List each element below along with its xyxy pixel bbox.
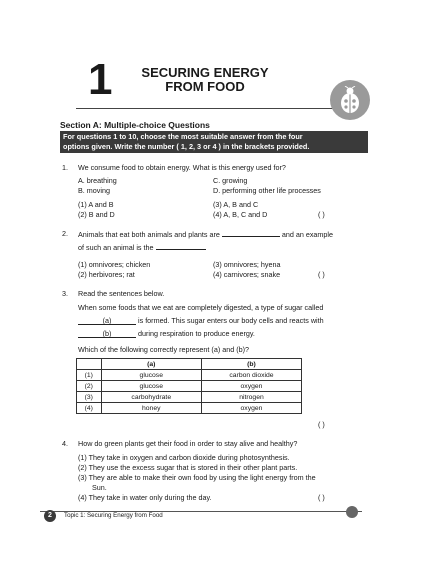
q3-number: 3. (62, 289, 68, 298)
q4-text: How do green plants get their food in order to stay alive and healthy? (78, 439, 298, 448)
q1-text: We consume food to obtain energy. What is this energy used for? (78, 163, 286, 172)
table-cell: oxygen (201, 403, 301, 414)
table-header-row (77, 359, 302, 370)
table-cell: (4) (77, 403, 102, 414)
table-cell: glucose (101, 381, 201, 392)
instruction-line1: For questions 1 to 10, choose the most suitable answer from the four (63, 132, 303, 141)
q1-answer-3: (3) A, B and C (213, 200, 259, 209)
q3-paragraph-3: during respiration to produce energy. (138, 329, 255, 338)
section-title: Section A: Multiple-choice Questions (60, 120, 210, 130)
q4-answer-3-continued: Sun. (92, 483, 107, 492)
footer-topic: Topic 1: Securing Energy from Food (64, 512, 163, 519)
q3-blank-a-label: (a) (102, 316, 112, 325)
q2-blank-1[interactable] (222, 229, 280, 237)
chapter-title (140, 66, 270, 94)
table-header-cell: (b) (201, 359, 301, 370)
q3-question: Which of the following correctly represent (a) and (b)? (78, 345, 249, 354)
q1-number: 1. (62, 163, 68, 172)
footer-ladybug-icon (346, 506, 358, 518)
table-header-cell: (a) (101, 359, 201, 370)
header-rule (76, 108, 338, 109)
table-cell: nitrogen (201, 392, 301, 403)
q4-number: 4. (62, 439, 68, 448)
q1-answer-4: (4) A, B, C and D (213, 210, 268, 219)
q2-answer-4: (4) carnivores; snake (213, 270, 281, 279)
table-cell: (2) (77, 381, 102, 392)
chapter-number: 1 (88, 55, 113, 104)
q3-answer-bracket[interactable]: ( ) (318, 420, 325, 429)
table-header-cell (77, 359, 102, 370)
q1-answer-2: (2) B and D (78, 210, 115, 219)
table-row (77, 392, 302, 403)
instruction-box (60, 131, 368, 153)
table-row (77, 381, 302, 392)
q1-answer-1: (1) A and B (78, 200, 114, 209)
table-row (77, 403, 302, 414)
table-cell: honey (101, 403, 201, 414)
q3-options-table (76, 358, 302, 414)
chapter-title-line2: FROM FOOD (165, 79, 245, 94)
chapter-title-line1: SECURING ENERGY (141, 65, 269, 80)
q2-text-b: and an example (281, 230, 333, 239)
table-cell: (1) (77, 370, 102, 381)
q3-paragraph-1: When some foods that we eat are completely digested, a type of sugar called (78, 303, 324, 312)
page-number: 2 (44, 510, 56, 522)
q2-answer-bracket[interactable]: ( ) (318, 270, 325, 279)
table-cell: carbohydrate (101, 392, 201, 403)
q3-blank-b-label: (b) (102, 329, 112, 338)
q2-text-c: of such an animal is the (78, 243, 154, 252)
table-cell: oxygen (201, 381, 301, 392)
q4-answer-bracket[interactable]: ( ) (318, 493, 325, 502)
q3-blank-b[interactable] (78, 330, 136, 338)
q2-number: 2. (62, 229, 68, 238)
q1-option-c: C. growing (213, 176, 248, 185)
table-cell: carbon dioxide (201, 370, 301, 381)
q4-answer-2: (2) They use the excess sugar that is stored in their other plant parts. (78, 463, 298, 472)
q3-paragraph-2: is formed. This sugar enters our body cells and reacts with (138, 316, 324, 325)
q2-answer-1: (1) omnivores; chicken (78, 260, 151, 269)
q4-answer-4: (4) They take in water only during the day. (78, 493, 212, 502)
q1-option-d: D. performing other life processes (213, 186, 321, 195)
q3-text: Read the sentences below. (78, 289, 165, 298)
table-cell: (3) (77, 392, 102, 403)
q4-answer-1: (1) They take in oxygen and carbon dioxide during photosynthesis. (78, 453, 290, 462)
q1-answer-bracket[interactable]: ( ) (318, 210, 325, 219)
q3-blank-a[interactable] (78, 317, 136, 325)
q2-blank-2[interactable] (156, 242, 206, 250)
q1-option-a: A. breathing (78, 176, 117, 185)
q2-answer-3: (3) omnivores; hyena (213, 260, 281, 269)
q1-option-b: B. moving (78, 186, 110, 195)
q2-text-a: Animals that eat both animals and plants are (78, 230, 220, 239)
table-cell: glucose (101, 370, 201, 381)
q2-answer-2: (2) herbivores; rat (78, 270, 135, 279)
instruction-line2: options given. Write the number ( 1, 2, 3 or 4 ) in the brackets provided. (63, 142, 310, 151)
q4-answer-3: (3) They are able to make their own food by using the light energy from the (78, 473, 316, 482)
ladybug-icon (330, 80, 370, 120)
table-row (77, 370, 302, 381)
